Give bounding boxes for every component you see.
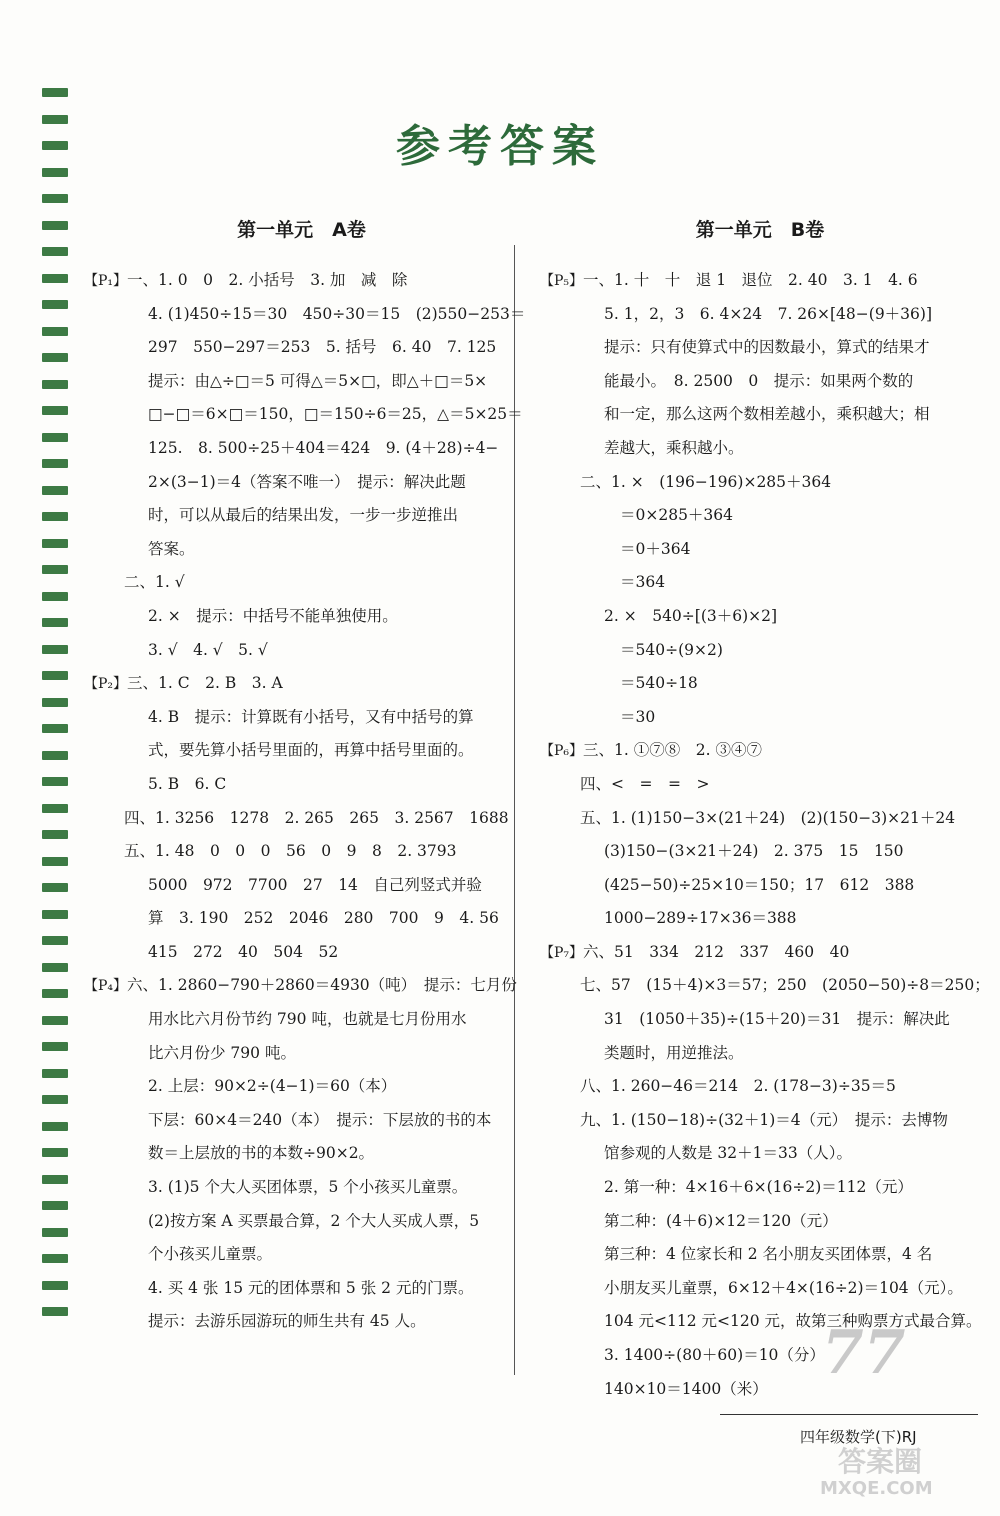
answer-line <box>540 869 980 903</box>
answer-text: (3)150−(3×21＋24) 2. 375 15 150 <box>604 842 904 861</box>
answer-text: 2. × 提示：中括号不能单独使用。 <box>148 606 398 625</box>
binding-mark <box>42 1307 68 1316</box>
answer-text: 五、1. 48 0 0 0 56 0 9 8 2. 3793 <box>124 842 457 861</box>
answer-line <box>540 600 980 634</box>
answer-line <box>84 768 519 802</box>
answer-line <box>84 298 526 332</box>
answer-text: 2×(3−1)＝4（答案不唯一） 提示：解决此题 <box>148 472 466 491</box>
binding-mark <box>42 645 68 654</box>
page-ref-tag: 【P₇】 <box>540 944 584 961</box>
answer-text: 能最小。 8. 2500 0 提示：如果两个数的 <box>604 371 914 390</box>
binding-mark <box>42 380 68 389</box>
answer-text: 2. 上层：90×2÷(4−1)＝60（本） <box>148 1077 397 1096</box>
answer-text: 和一定，那么这两个数相差越小，乘积越大；相 <box>604 405 930 424</box>
binding-mark <box>42 592 68 601</box>
answer-line <box>84 701 519 735</box>
answer-line <box>540 432 980 466</box>
answer-text: 一、1. 0 0 2. 小括号 3. 加 减 除 <box>127 271 408 289</box>
answer-text: 答案。 <box>148 539 195 558</box>
binding-mark <box>42 194 68 203</box>
answer-line <box>540 969 990 1003</box>
answer-line <box>540 802 980 836</box>
answer-line <box>540 667 980 701</box>
answer-text: 小朋友买儿童票，6×12＋4×(16÷2)＝104（元）。 <box>604 1278 963 1297</box>
answer-line <box>84 466 519 500</box>
answer-line <box>84 365 519 399</box>
answer-text: 六、1. 2860−790＋2860＝4930（吨） 提示：七月份 <box>127 976 517 995</box>
footer-label: 四年级数学(下)RJ <box>800 1428 917 1446</box>
binding-mark <box>42 1148 68 1157</box>
page-ref-tag: 【P₄】 <box>84 978 128 995</box>
answer-line <box>540 1373 980 1407</box>
answer-text: 数＝上层放的书的本数÷90×2。 <box>148 1144 375 1163</box>
answer-text: 四、1. 3256 1278 2. 265 265 3. 2567 1688 <box>124 808 509 827</box>
left-heading: 第一单元 A卷 <box>237 219 366 241</box>
page-ref-tag: 【P₂】 <box>84 676 128 693</box>
answer-line <box>540 1137 980 1171</box>
answer-text: 2. × 540÷[(3＋6)×2] <box>604 606 778 625</box>
answer-text: 八、1. 260−46＝214 2. (178−3)÷35＝5 <box>580 1077 896 1096</box>
answer-line <box>84 1037 519 1071</box>
answer-line <box>540 365 980 399</box>
answer-line <box>84 969 519 1003</box>
answer-text: 时，可以从最后的结果出发，一步一步逆推出 <box>148 506 459 525</box>
footer-rule <box>720 1414 978 1415</box>
binding-mark <box>42 486 68 495</box>
answer-text: □−□＝6×□＝150，□＝150÷6＝25，△＝5×25＝ <box>148 405 523 424</box>
answer-text: 2. 第一种：4×16＋6×(16÷2)＝112（元） <box>604 1178 913 1197</box>
answer-text: 5. 1，2，3 6. 4×24 7. 26×[48−(9＋36)] <box>604 304 932 323</box>
answer-text: 馆参观的人数是 32＋1＝33（人）。 <box>604 1144 852 1163</box>
answer-line <box>84 1205 519 1239</box>
answer-line <box>540 499 980 533</box>
answer-text: 五、1. (1)150−3×(21＋24) (2)(150−3)×21＋24 <box>580 808 956 827</box>
right-column <box>540 215 990 1406</box>
answer-text: 式，要先算小括号里面的，再算中括号里面的。 <box>148 741 474 760</box>
answer-text: 七、57 (15＋4)×3＝57；250 (2050−50)÷8＝250； <box>580 976 990 995</box>
answer-text: ＝30 <box>620 707 656 726</box>
answer-text: 140×10＝1400（米） <box>604 1379 768 1398</box>
binding-mark <box>42 1016 68 1025</box>
answer-text: 算 3. 190 252 2046 280 700 9 4. 56 <box>148 909 499 928</box>
left-column <box>84 215 526 1339</box>
binding-mark <box>42 989 68 998</box>
answer-line <box>540 902 980 936</box>
answer-line <box>540 936 980 970</box>
answer-line <box>84 1272 519 1306</box>
answer-text: 提示：只有使算式中的因数最小，算式的结果才 <box>604 338 930 357</box>
binding-mark <box>42 724 68 733</box>
binding-mark <box>42 88 68 97</box>
answer-line <box>84 667 519 701</box>
answer-line <box>84 533 519 567</box>
binding-mark <box>42 910 68 919</box>
binding-mark <box>42 433 68 442</box>
answer-text: 415 272 40 504 52 <box>148 942 339 961</box>
answer-text: 31 (1050＋35)÷(15＋20)＝31 提示：解决此 <box>604 1010 950 1029</box>
binding-mark <box>42 459 68 468</box>
answer-text: 3. (1)5 个大人买团体票，5 个小孩买儿童票。 <box>148 1178 468 1197</box>
binding-mark <box>42 406 68 415</box>
binding-mark <box>42 1175 68 1184</box>
right-heading: 第一单元 B卷 <box>695 219 825 241</box>
answer-text: 5. B 6. C <box>148 774 227 793</box>
answer-text: 三、1. C 2. B 3. A <box>127 674 283 693</box>
binding-mark <box>42 618 68 627</box>
binding-mark <box>42 327 68 336</box>
answer-line <box>540 1003 980 1037</box>
binding-mark <box>42 830 68 839</box>
binding-marks <box>42 88 70 1334</box>
answer-text: 下层：60×4＝240（本） 提示：下层放的书的本 <box>148 1110 492 1129</box>
answer-line <box>84 499 519 533</box>
binding-mark <box>42 1095 68 1104</box>
answer-text: 1000−289÷17×36＝388 <box>604 909 797 928</box>
binding-mark <box>42 353 68 362</box>
answer-line <box>84 1003 519 1037</box>
answer-line <box>540 1339 980 1373</box>
answer-line <box>540 1205 980 1239</box>
binding-mark <box>42 221 68 230</box>
binding-mark <box>42 1122 68 1131</box>
answer-text: 5000 972 7700 27 14 自己列竖式并验 <box>148 875 482 894</box>
answer-text: 差越大，乘积越小。 <box>604 438 744 457</box>
answer-line <box>540 298 980 332</box>
answer-text: 4. B 提示：计算既有小括号，又有中括号的算 <box>148 707 474 726</box>
page-ref-tag: 【P₆】 <box>540 743 584 760</box>
binding-mark <box>42 698 68 707</box>
binding-mark <box>42 247 68 256</box>
left-answers <box>84 264 526 1339</box>
answer-text: 九、1. (150−18)÷(32＋1)＝4（元） 提示：去博物 <box>580 1110 948 1129</box>
answer-line <box>540 466 980 500</box>
answer-line <box>84 566 519 600</box>
binding-mark <box>42 883 68 892</box>
answer-text: 3. 1400÷(80＋60)＝10（分） <box>604 1346 825 1364</box>
binding-mark <box>42 274 68 283</box>
answer-text: 用水比六月份节约 790 吨，也就是七月份用水 <box>148 1010 467 1029</box>
answer-text: ＝364 <box>620 573 666 592</box>
answer-line <box>540 1272 980 1306</box>
answer-text: 提示：去游乐园游玩的师生共有 45 人。 <box>148 1312 426 1331</box>
answer-text: (425−50)÷25×10＝150；17 612 388 <box>604 875 915 894</box>
answer-text: 104 元<112 元<120 元，故第三种购票方式最合算。 <box>604 1312 982 1331</box>
answer-text: 个小孩买儿童票。 <box>148 1245 273 1264</box>
answer-text: 4. 买 4 张 15 元的团体票和 5 张 2 元的门票。 <box>148 1278 474 1297</box>
binding-mark <box>42 963 68 972</box>
binding-mark <box>42 936 68 945</box>
page-ref-tag: 【P₁】 <box>84 273 128 289</box>
answer-line <box>84 835 519 869</box>
answer-line <box>84 734 519 768</box>
binding-mark <box>42 751 68 760</box>
answer-line <box>84 802 519 836</box>
answer-line <box>540 1037 980 1071</box>
answer-line <box>84 634 519 668</box>
answer-line <box>84 600 519 634</box>
answer-line <box>540 734 980 768</box>
page-ref-tag: 【P₅】 <box>540 273 584 289</box>
answer-text: 4. (1)450÷15＝30 450÷30＝15 (2)550−253＝ <box>148 304 526 323</box>
answer-text: ＝0×285＋364 <box>620 506 734 525</box>
binding-mark <box>42 1069 68 1078</box>
binding-mark <box>42 1201 68 1210</box>
answer-line <box>84 902 519 936</box>
binding-mark <box>42 565 68 574</box>
answer-line <box>84 936 519 970</box>
answer-line <box>84 398 523 432</box>
answer-line <box>540 1104 980 1138</box>
answer-line <box>84 1070 519 1104</box>
answer-line <box>540 331 980 365</box>
binding-mark <box>42 1254 68 1263</box>
answer-text: 125. 8. 500÷25＋404＝424 9. (4＋28)÷4− <box>148 438 499 457</box>
answer-text: 六、51 334 212 337 460 40 <box>583 942 850 961</box>
answer-text: (2)按方案 A 买票最合算，2 个大人买成人票，5 <box>148 1211 480 1230</box>
answer-text: 第二种：(4＋6)×12＝120（元） <box>604 1211 838 1230</box>
answer-line <box>540 634 980 668</box>
watermark-url: MXQE.COM <box>820 1478 933 1499</box>
answer-text: 297 550−297＝253 5. 括号 6. 40 7. 125 <box>148 338 497 357</box>
binding-mark <box>42 1042 68 1051</box>
answer-text: 一、1. 十 十 退 1 退位 2. 40 3. 1 4. 6 <box>583 271 918 289</box>
answer-text: ＝540÷18 <box>620 674 698 693</box>
answer-line <box>84 1171 519 1205</box>
answer-line <box>540 835 980 869</box>
binding-mark <box>42 300 68 309</box>
binding-mark <box>42 857 68 866</box>
binding-mark <box>42 804 68 813</box>
answer-line <box>540 1238 980 1272</box>
answer-line <box>540 566 980 600</box>
answer-text: 三、1. ①⑦⑧ 2. ③④⑦ <box>583 741 762 760</box>
page-title: 参考答案 <box>396 121 604 172</box>
answer-text: ＝540÷(9×2) <box>620 640 723 659</box>
watermark-logo: 答案圈 <box>838 1445 923 1478</box>
answer-text: 二、1. × (196−196)×285＋364 <box>580 472 832 491</box>
binding-mark <box>42 777 68 786</box>
binding-mark <box>42 539 68 548</box>
answer-line <box>84 869 519 903</box>
binding-mark <box>42 1281 68 1290</box>
right-answers <box>540 264 990 1406</box>
answer-line <box>84 1305 519 1339</box>
page-number: 77 <box>822 1318 906 1388</box>
answer-line <box>84 331 519 365</box>
answer-line <box>84 264 519 298</box>
answer-line <box>84 1104 519 1138</box>
answer-line <box>84 1137 519 1171</box>
binding-mark <box>42 671 68 680</box>
answer-line <box>84 432 519 466</box>
answer-line <box>540 1305 980 1339</box>
answer-line <box>540 768 980 802</box>
answer-text: 第三种：4 位家长和 2 名小朋友买团体票，4 名 <box>604 1245 933 1264</box>
answer-text: ＝0＋364 <box>620 539 691 558</box>
answer-line <box>540 264 980 298</box>
binding-mark <box>42 512 68 521</box>
answer-text: 3. √ 4. √ 5. √ <box>148 640 268 659</box>
answer-line <box>540 398 980 432</box>
answer-line <box>540 1171 980 1205</box>
answer-line <box>540 533 980 567</box>
answer-text: 四、< = = > <box>580 774 710 793</box>
answer-text: 类题时，用逆推法。 <box>604 1043 744 1062</box>
answer-line <box>540 701 980 735</box>
answer-text: 比六月份少 790 吨。 <box>148 1043 296 1062</box>
answer-line <box>540 1070 980 1104</box>
binding-mark <box>42 1228 68 1237</box>
answer-text: 二、1. √ <box>124 573 185 592</box>
answer-line <box>84 1238 519 1272</box>
answer-text: 提示：由△÷□＝5 可得△＝5×□，即△＋□＝5× <box>148 371 488 390</box>
